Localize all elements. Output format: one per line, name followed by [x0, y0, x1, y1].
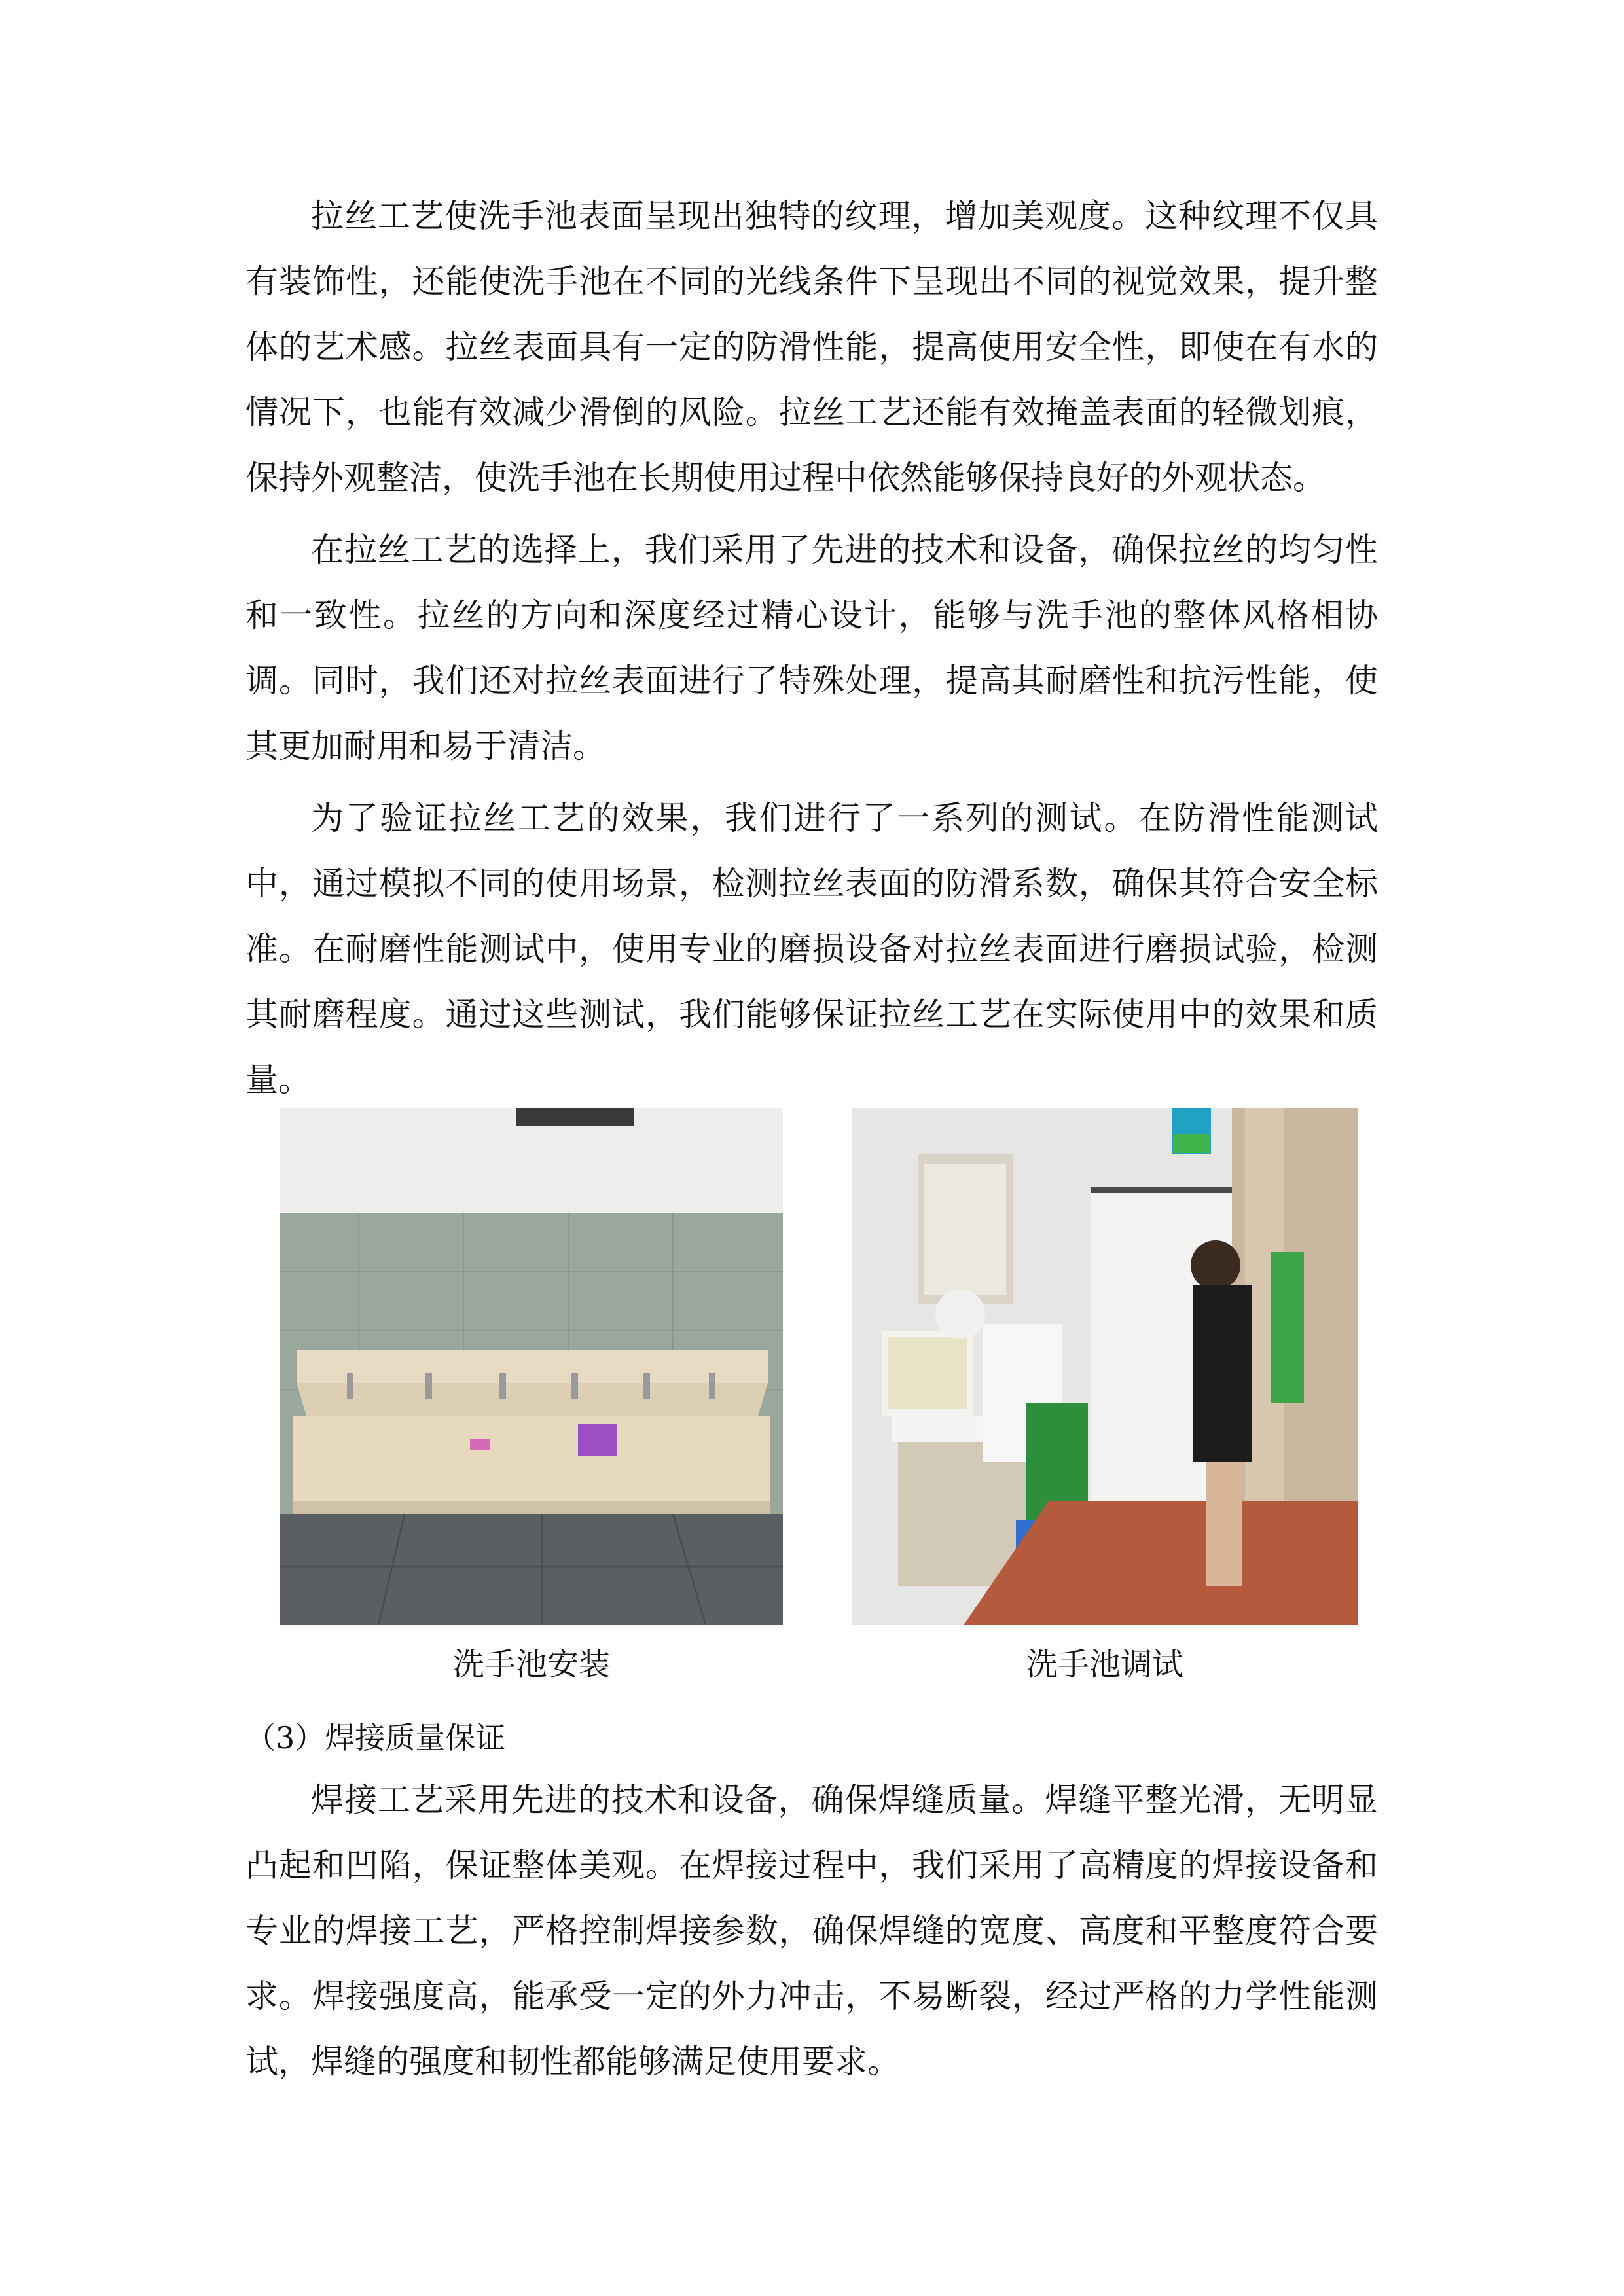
sink-testing-photo	[852, 1108, 1358, 1625]
paragraph-brushed-testing: 为了验证拉丝工艺的效果，我们进行了一系列的测试。在防滑性能测试中，通过模拟不同的使用场景，检测拉丝表面的防滑系数，确保其符合安全标准。在耐磨性能测试中，使用专业的磨损设备对拉丝表面进行磨损试验，检测其耐磨程度。通过这些测试，我们能够保证拉丝工艺在实际使用中的效果和质量。	[245, 799, 1378, 1099]
paragraph-welding-quality: 焊接工艺采用先进的技术和设备，确保焊缝质量。焊缝平整光滑，无明显凸起和凹陷，保证整体美观。在焊接过程中，我们采用了高精度的焊接设备和专业的焊接工艺，严格控制焊接参数，确保焊缝的宽度、高度和平整度符合要求。焊接强度高，能承受一定的外力冲击，不易断裂，经过严格的力学性能测试，焊缝的强度和韧性都能够满足使用要求。	[245, 1781, 1378, 2081]
paragraph-brushed-process: 在拉丝工艺的选择上，我们采用了先进的技术和设备，确保拉丝的均匀性和一致性。拉丝的方向和深度经过精心设计，能够与洗手池的整体风格相协调。同时，我们还对拉丝表面进行了特殊处理，提高其耐磨性和抗污性能，使其更加耐用和易于清洁。	[245, 531, 1378, 765]
sink-installation-photo	[280, 1108, 783, 1625]
paragraph-brushed-texture: 拉丝工艺使洗手池表面呈现出独特的纹理，增加美观度。这种纹理不仅具有装饰性，还能使洗手池在不同的光线条件下呈现出不同的视觉效果，提升整体的艺术感。拉丝表面具有一定的防滑性能，提高使用安全性，即使在有水的情况下，也能有效减少滑倒的风险。拉丝工艺还能有效掩盖表面的轻微划痕，保持外观整洁，使洗手池在长期使用过程中依然能够保持良好的外观状态。	[245, 197, 1378, 497]
caption-sink-installation: 洗手池安装	[452, 1646, 610, 1683]
section-heading-welding: （3）焊接质量保证	[245, 1720, 506, 1755]
caption-sink-testing: 洗手池调试	[1026, 1646, 1183, 1683]
